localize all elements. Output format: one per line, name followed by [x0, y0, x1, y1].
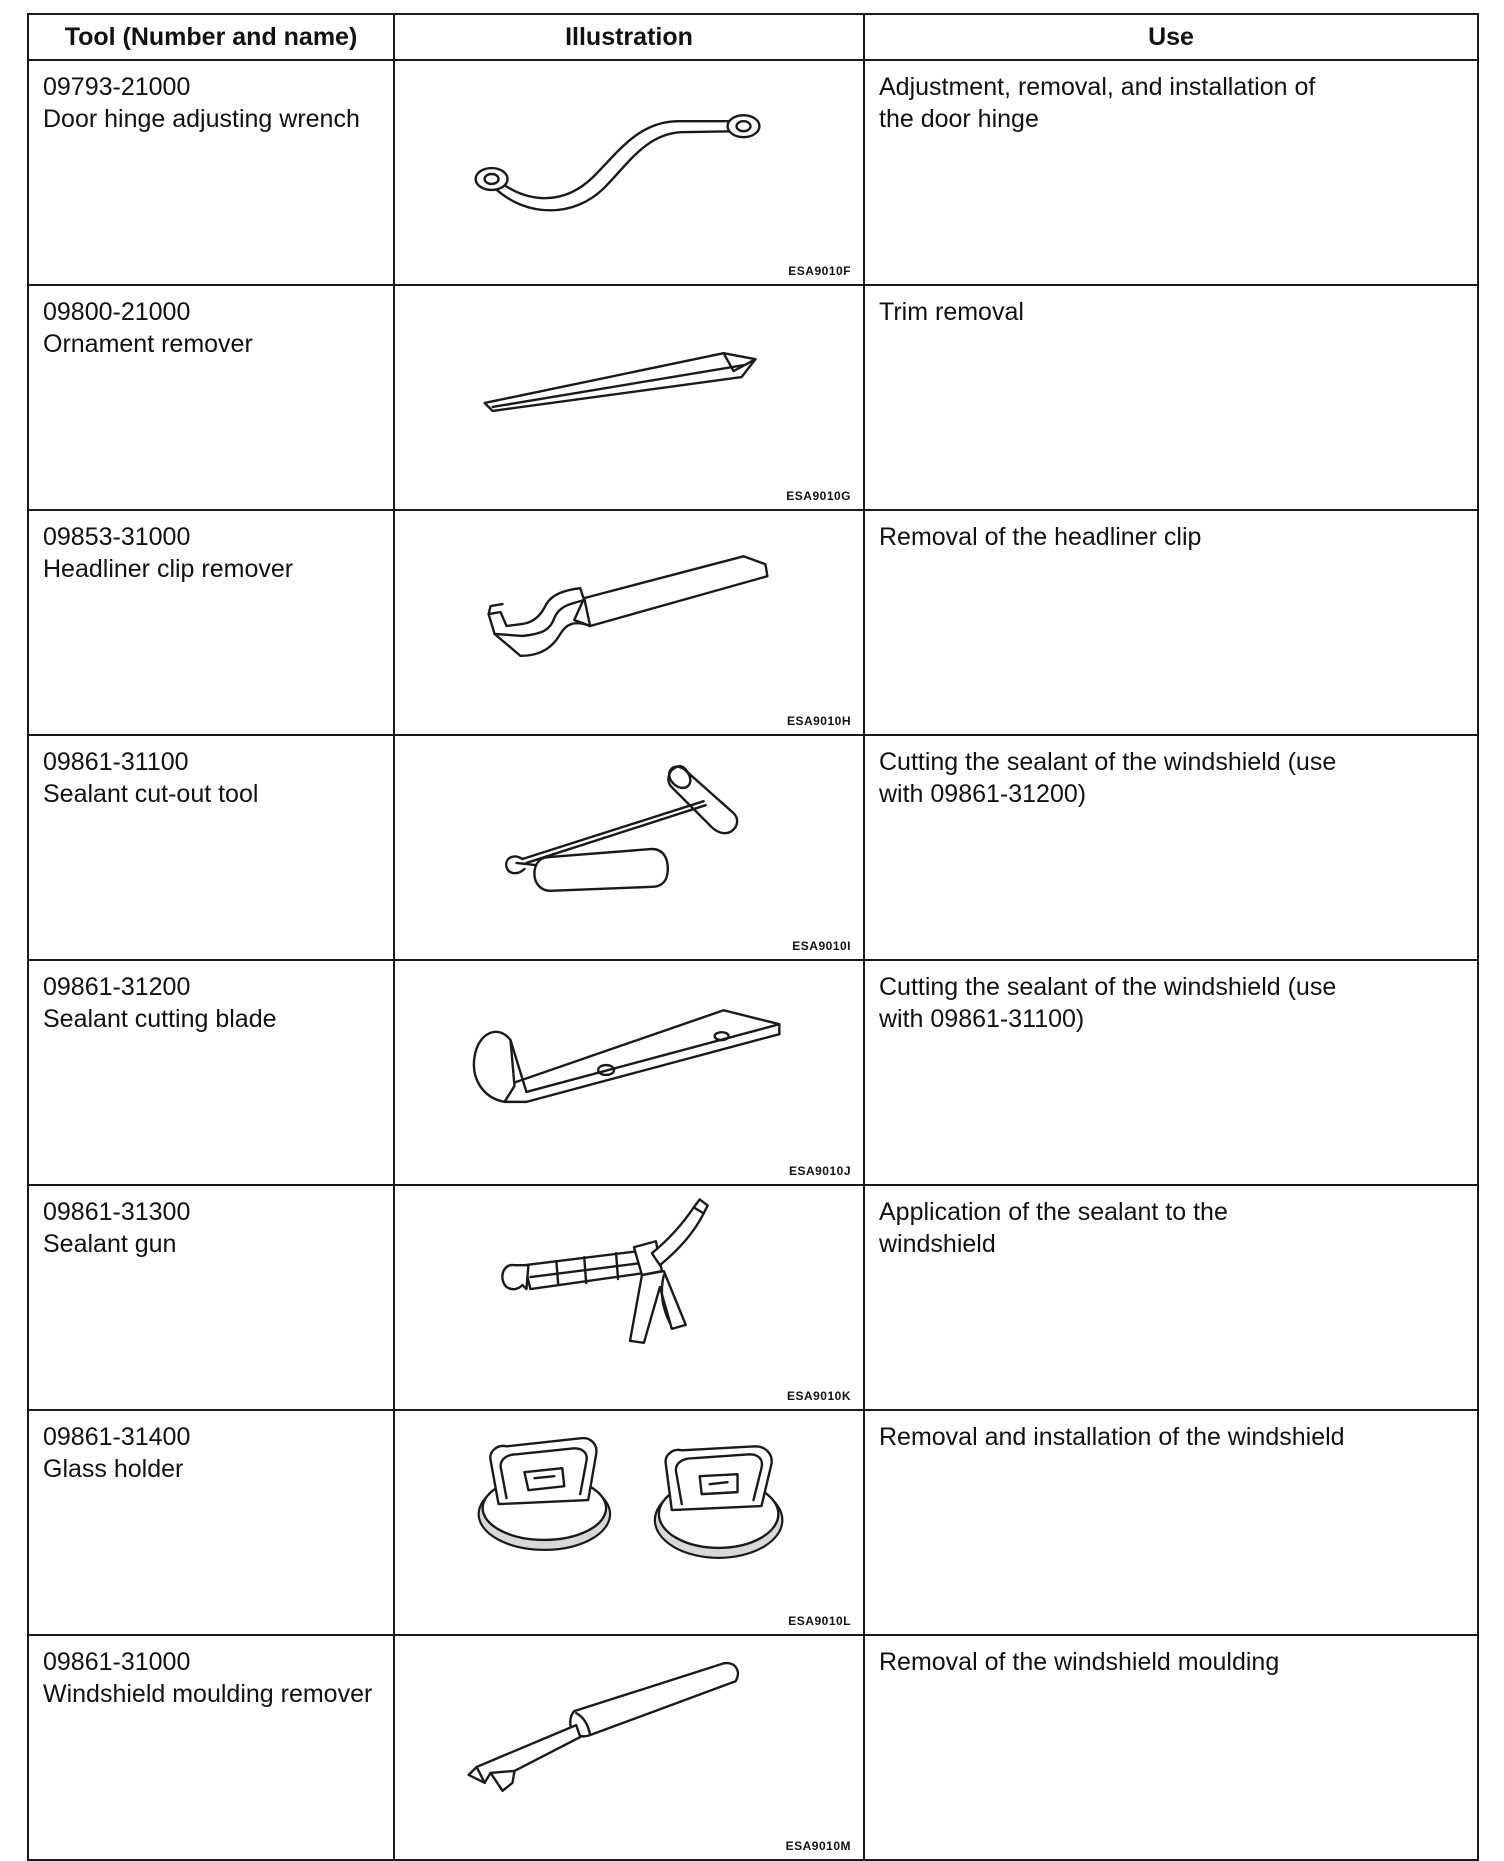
tool-cell	[28, 735, 394, 960]
table-row	[28, 960, 1478, 1185]
special-tools-sheet	[27, 13, 1477, 1853]
illustration-cell	[394, 1635, 864, 1860]
tool-use: Cutting the sealant of the windshield (use with 09861-31200)	[879, 748, 1337, 808]
tool-number: 09793-21000	[43, 73, 191, 101]
tool-use: Removal of the windshield moulding	[879, 1648, 1280, 1676]
illustration-cell	[394, 1185, 864, 1410]
figure-code: ESA9010F	[788, 264, 851, 278]
illustration-cell	[394, 60, 864, 285]
illustration-cell	[394, 960, 864, 1185]
table-header-row	[28, 14, 1478, 60]
tool-number: 09861-31100	[43, 748, 189, 776]
windshield-moulding-remover-illustration	[395, 1636, 863, 1859]
header-use: Use	[864, 14, 1478, 60]
figure-code: ESA9010J	[788, 1164, 851, 1178]
tool-name: Windshield moulding remover	[43, 1680, 373, 1708]
glass-holder-illustration	[395, 1411, 863, 1634]
use-cell	[864, 60, 1478, 285]
use-cell	[864, 1410, 1478, 1635]
use-cell	[864, 1185, 1478, 1410]
illustration-cell	[394, 735, 864, 960]
tool-use: Application of the sealant to the windshield	[879, 1198, 1228, 1258]
tool-number: 09861-31300	[43, 1198, 191, 1226]
use-cell	[864, 960, 1478, 1185]
tool-number: 09861-31000	[43, 1648, 191, 1676]
tool-use: Cutting the sealant of the windshield (use with 09861-31100)	[879, 973, 1337, 1033]
tool-use: Trim removal	[879, 298, 1024, 326]
headliner-clip-remover-illustration	[395, 511, 863, 734]
tool-cell	[28, 285, 394, 510]
table-row	[28, 1635, 1478, 1860]
table-row	[28, 60, 1478, 285]
tool-cell	[28, 1185, 394, 1410]
table-row	[28, 510, 1478, 735]
use-cell	[864, 735, 1478, 960]
use-cell	[864, 1635, 1478, 1860]
table-row	[28, 285, 1478, 510]
tool-cell	[28, 60, 394, 285]
tool-number: 09800-21000	[43, 298, 191, 326]
tool-cell	[28, 1635, 394, 1860]
table-row	[28, 735, 1478, 960]
illustration-cell	[394, 1410, 864, 1635]
table-row	[28, 1410, 1478, 1635]
tool-cell	[28, 960, 394, 1185]
tool-name: Headliner clip remover	[43, 555, 294, 583]
tool-name: Sealant cut-out tool	[43, 780, 259, 808]
tool-cell	[28, 1410, 394, 1635]
use-cell	[864, 510, 1478, 735]
figure-code: ESA9010M	[785, 1839, 851, 1853]
tool-number: 09853-31000	[43, 523, 191, 551]
tool-number: 09861-31200	[43, 973, 191, 1001]
sealant-cutting-blade-illustration	[395, 961, 863, 1184]
tool-use: Removal and installation of the windshield	[879, 1423, 1345, 1451]
tool-name: Sealant gun	[43, 1230, 177, 1258]
sealant-gun-illustration	[395, 1186, 863, 1409]
ornament-remover-illustration	[395, 286, 863, 509]
table-row	[28, 1185, 1478, 1410]
tool-use: Adjustment, removal, and installation of the door hinge	[879, 73, 1316, 133]
figure-code: ESA9010I	[792, 939, 851, 953]
sealant-cut-out-tool-illustration	[395, 736, 863, 959]
tool-name: Door hinge adjusting wrench	[43, 105, 360, 133]
figure-code: ESA9010K	[786, 1389, 851, 1403]
tool-use: Removal of the headliner clip	[879, 523, 1202, 551]
figure-code: ESA9010H	[786, 714, 851, 728]
tool-number: 09861-31400	[43, 1423, 191, 1451]
tool-name: Glass holder	[43, 1455, 184, 1483]
special-tools-table	[27, 13, 1479, 1861]
tool-name: Sealant cutting blade	[43, 1005, 277, 1033]
figure-code: ESA9010G	[786, 489, 851, 503]
door-hinge-wrench-illustration	[395, 61, 863, 284]
tool-cell	[28, 510, 394, 735]
header-illustration: Illustration	[394, 14, 864, 60]
header-tool: Tool (Number and name)	[28, 14, 394, 60]
illustration-cell	[394, 285, 864, 510]
use-cell	[864, 285, 1478, 510]
illustration-cell	[394, 510, 864, 735]
figure-code: ESA9010L	[788, 1614, 851, 1628]
tool-name: Ornament remover	[43, 330, 253, 358]
